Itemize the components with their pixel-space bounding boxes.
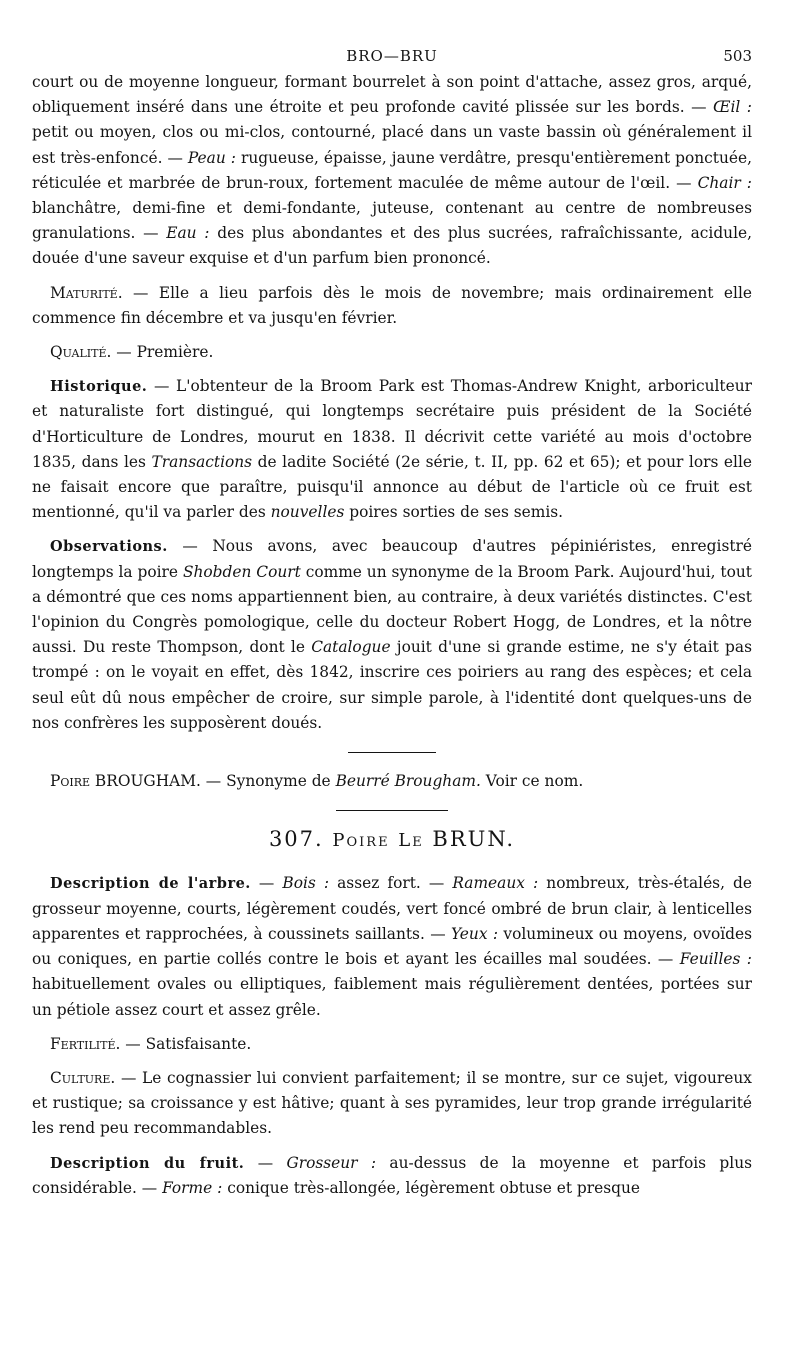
page-header <box>32 40 752 70</box>
term-shobden-court: Shobden Court <box>182 562 301 581</box>
text-run: — <box>250 874 283 893</box>
text-run: au-dessus de la moyenne et parfois plus considérable. — <box>32 1153 752 1197</box>
text-run: jouit d'une si grande estime, ne s'y était pas trompé : on le voyait en effet, dès 1842, inscrire ces poiriers au rang des espèces; et cela seul eût dû nous empêcher de croire, sur simple parole, à l'identité dont quelques-uns de nos confrères les supposèrent doués. <box>32 638 752 732</box>
term-nouvelles: nouvelles <box>270 503 345 522</box>
paragraph-brougham <box>32 769 752 794</box>
paragraph-qualite <box>32 340 752 365</box>
paragraph-historique <box>32 374 752 525</box>
text-run: petit ou moyen, clos ou mi-clos, contourné, placé dans un vaste bassin où généralement il est très-enfoncé. — <box>32 123 752 167</box>
separator-rule <box>336 810 448 811</box>
variety-name: BROUGHAM. <box>90 772 201 791</box>
text-run: comme un synonyme de la Broom Park. Aujourd'hui, tout a démontré que ces noms appartiennent bien, au contraire, à deux variétés distinctes. C'est l'opinion du Congrès pomologique, celle du docteur Robert Hogg, de Londres, et la nôtre aussi. Du reste Thompson, dont le <box>32 562 752 657</box>
text-run: assez fort. — <box>329 874 453 893</box>
term-catalogue: Catalogue <box>311 638 391 657</box>
term-feuilles: Feuilles : <box>679 950 752 969</box>
text-run: — Satisfaisante. <box>120 1034 252 1053</box>
label-qualite: Qualité. <box>50 343 112 362</box>
term-rameaux: Rameaux : <box>452 874 539 893</box>
term-bois: Bois : <box>282 874 330 893</box>
paragraph-culture <box>32 1066 752 1142</box>
label-maturite: Maturité. <box>50 283 123 302</box>
term-forme: Forme : <box>162 1178 223 1197</box>
term-grosseur: Grosseur : <box>286 1153 377 1172</box>
separator-rule <box>348 752 436 753</box>
running-head: BRO—BRU <box>346 47 438 65</box>
label-description-arbre: Description de l'arbre. <box>50 875 251 893</box>
page-number: 503 <box>723 47 752 65</box>
text-run: des plus abondantes et des plus sucrées, rafraîchissante, acidule, douée d'une saveur exquise et d'un parfum bien prononcé. <box>32 224 753 268</box>
term-beurre-brougham: Beurré Brougham. <box>335 772 481 791</box>
paragraph-observations <box>32 534 752 736</box>
label-poire: Poire <box>50 772 91 791</box>
label-observations: Observations. <box>50 538 168 556</box>
text-run: — Nous avons, avec beaucoup d'autres pépiniéristes, enregistré longtemps la poire <box>32 537 752 581</box>
text-run: — L'obtenteur de la Broom Park est Thomas-Andrew Knight, arboriculteur et naturaliste fort distingué, qui longtemps secrétaire puis président de la Société d'Horticulture de Londres, mourut en 1838. Il décrivit cette variété au mois d'octobre 1835, dans les <box>32 377 752 471</box>
text-run: — Elle a lieu parfois dès le mois de novembre; mais ordinairement elle commence fin décembre et va jusqu'en février. <box>32 283 752 327</box>
title-poire: Poire <box>332 830 390 852</box>
text-run: Voir ce nom. <box>480 772 584 791</box>
text-run: conique très-allongée, légèrement obtuse et presque <box>222 1178 641 1197</box>
title-le: Le <box>398 830 424 852</box>
text-run: — Synonyme de <box>200 772 336 791</box>
text-run: — Première. <box>111 343 214 362</box>
text-run: nombreux, très-étalés, de grosseur moyenne, courts, légèrement coudés, vert foncé ombré de brun clair, à lenticelles apparentes et rapprochées, à coussinets saillants. — <box>32 874 752 943</box>
text-run: habituellement ovales ou elliptiques, faiblement mais régulièrement dentées, portées sur un pétiole assez court et assez grêle. <box>32 975 752 1019</box>
term-oeil: Œil : <box>712 98 752 117</box>
label-fertilite: Fertilité. <box>50 1034 121 1053</box>
label-description-fruit: Description du fruit. <box>50 1154 245 1172</box>
text-run: court ou de moyenne longueur, formant bourrelet à son point d'attache, assez gros, arqué, obliquement inséré dans une étroite et peu profonde cavité plissée sur les bords. — <box>32 73 752 117</box>
text-run: poires sorties de ses semis. <box>344 503 564 522</box>
section-number: 307. <box>268 827 324 852</box>
label-culture: Culture. <box>50 1068 116 1087</box>
text-run: rugueuse, épaisse, jaune verdâtre, presqu'entièrement ponctuée, réticulée et marbrée de brun-roux, fortement maculée de même autour de l'œil. — <box>32 148 753 192</box>
text-run: de ladite Société (2e série, t. II, pp. 62 et 65); et pour lors elle ne faisait encore que paraître, puisqu'il annonce au début de l'article où ce fruit est mentionné, qu'il va parler des <box>32 452 752 522</box>
section-title <box>32 827 752 853</box>
text-run: — Le cognassier lui convient parfaitement; il se montre, sur ce sujet, vigoureux et rustique; sa croissance y est hâtive; quant à ses pyramides, leur trop grande irrégularité les rend peu recommandables. <box>32 1068 752 1138</box>
paragraph-fruit-continued <box>32 70 752 272</box>
term-transactions: Transactions <box>151 452 253 471</box>
term-peau: Peau : <box>187 148 236 167</box>
paragraph-description-fruit <box>32 1151 752 1201</box>
term-eau: Eau : <box>166 224 210 243</box>
paragraph-description-arbre <box>32 871 752 1022</box>
text-run: blanchâtre, demi-fine et demi-fondante, juteuse, contenant au centre de nombreuses granulations. — <box>32 199 752 243</box>
paragraph-maturite <box>32 281 752 331</box>
label-historique: Historique. <box>50 378 148 396</box>
text-run: — <box>244 1153 287 1172</box>
paragraph-fertilite <box>32 1032 752 1057</box>
term-chair: Chair : <box>697 173 752 192</box>
title-name: BRUN. <box>432 827 516 852</box>
term-yeux: Yeux : <box>450 924 499 943</box>
text-run: volumineux ou moyens, ovoïdes ou coniques, en partie collés contre le bois et ayant les écailles mal soudées. — <box>32 924 753 969</box>
